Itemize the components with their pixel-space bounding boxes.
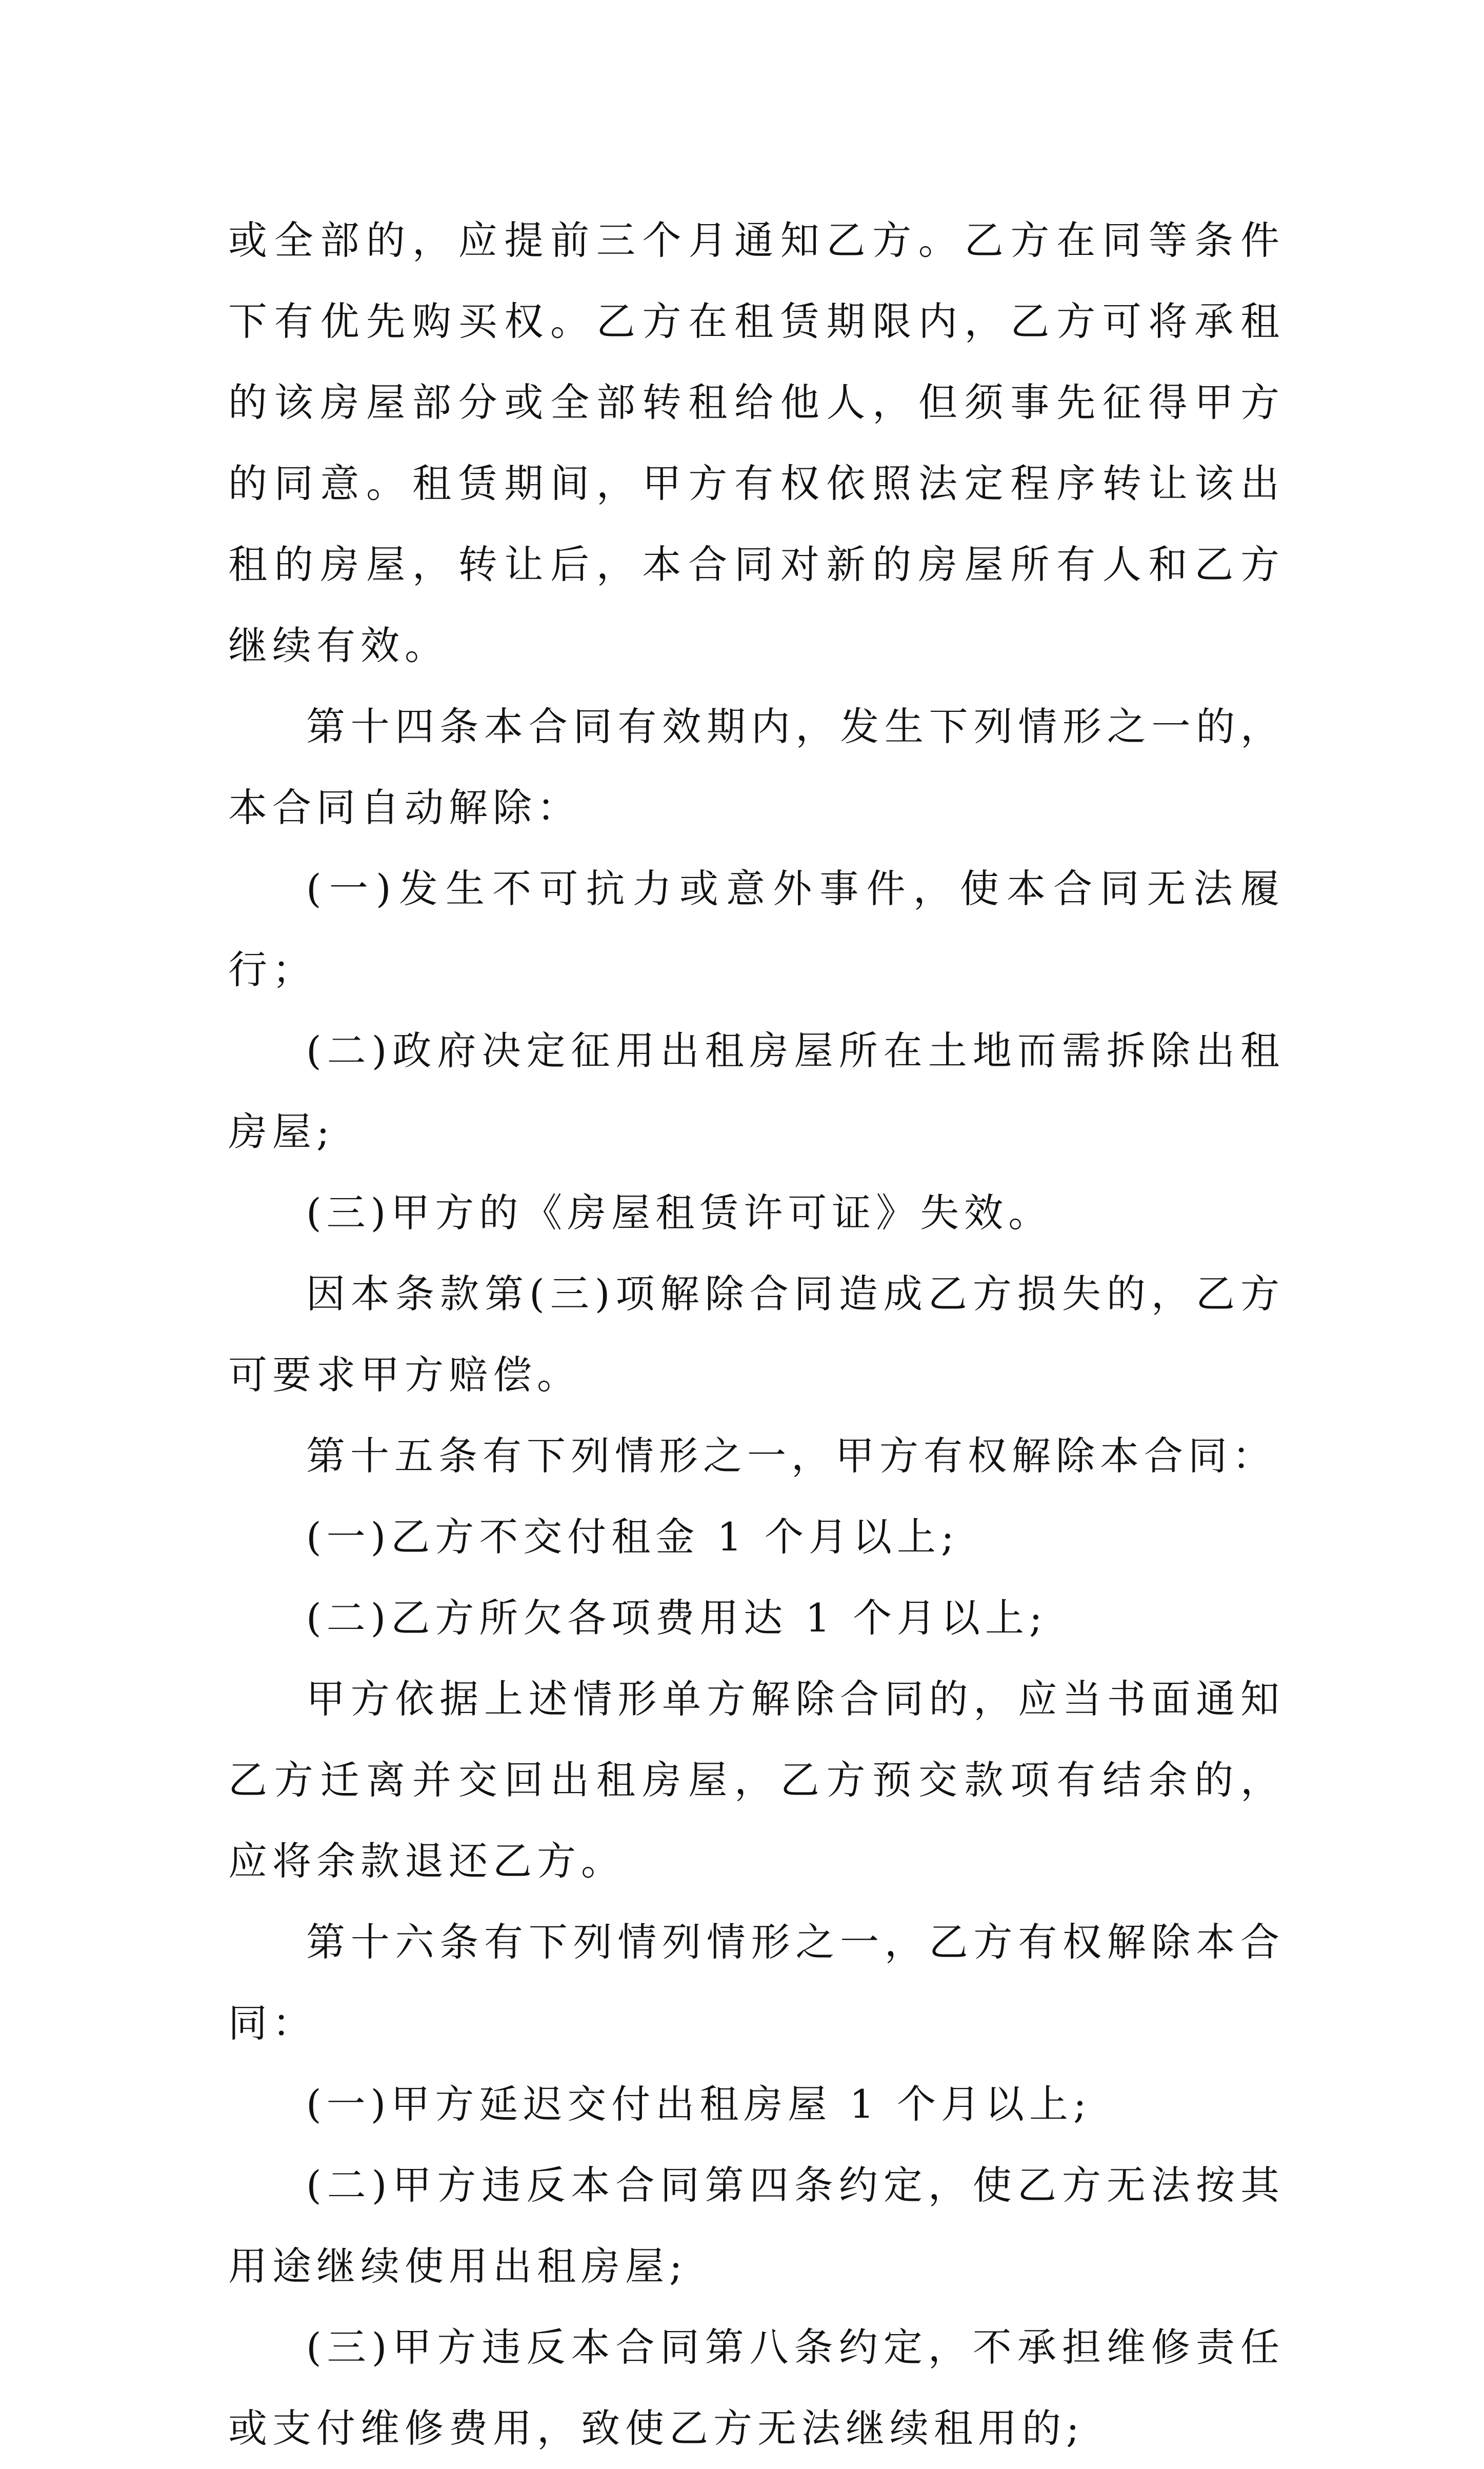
paragraph: 甲方依据上述情形单方解除合同的，应当书面通知乙方迁离并交回出租房屋，乙方预交款项有结余的，应将余款退还乙方。 <box>228 1676 1285 1884</box>
paragraph: (二)甲方违反本合同第四条约定，使乙方无法按其用途继续使用出租房屋; <box>228 2162 1285 2289</box>
paragraph: (二)乙方所欠各项费用达 1 个月以上; <box>306 1595 1048 1641</box>
paragraph: 或全部的，应提前三个月通知乙方。乙方在同等条件下有优先购买权。乙方在租赁期限内，乙方可将承租的该房屋部分或全部转租给他人，但须事先征得甲方的同意。租赁期间，甲方有权依照法定程序转让该出租的房屋，转让后，本合同对新的房屋所有人和乙方继续有效。 <box>228 217 1285 668</box>
paragraph: 第十四条本合同有效期内，发生下列情形之一的，本合同自动解除： <box>228 704 1285 830</box>
paragraph: (一)乙方不交付租金 1 个月以上; <box>306 1514 959 1560</box>
paragraph: (一)甲方延迟交付出租房屋 1 个月以上; <box>306 2081 1092 2127</box>
paragraph: 第十六条有下列情列情形之一，乙方有权解除本合同： <box>228 1919 1285 2046</box>
paragraph: (三)甲方的《房屋租赁许可证》失效。 <box>306 1190 1053 1236</box>
paragraph: 因本条款第(三)项解除合同造成乙方损失的，乙方可要求甲方赔偿。 <box>228 1271 1285 1398</box>
paragraph: (三)甲方违反本合同第八条约定，不承担维修责任或支付维修费用，致使乙方无法继续租用的; <box>228 2324 1285 2451</box>
paragraph: (二)政府决定征用出租房屋所在土地而需拆除出租房屋; <box>228 1028 1285 1154</box>
paragraph: 第十五条有下列情形之一，甲方有权解除本合同： <box>306 1433 1276 1479</box>
paragraph: (一)发生不可抗力或意外事件，使本合同无法履行； <box>228 866 1285 992</box>
document-page <box>228 200 1285 2469</box>
